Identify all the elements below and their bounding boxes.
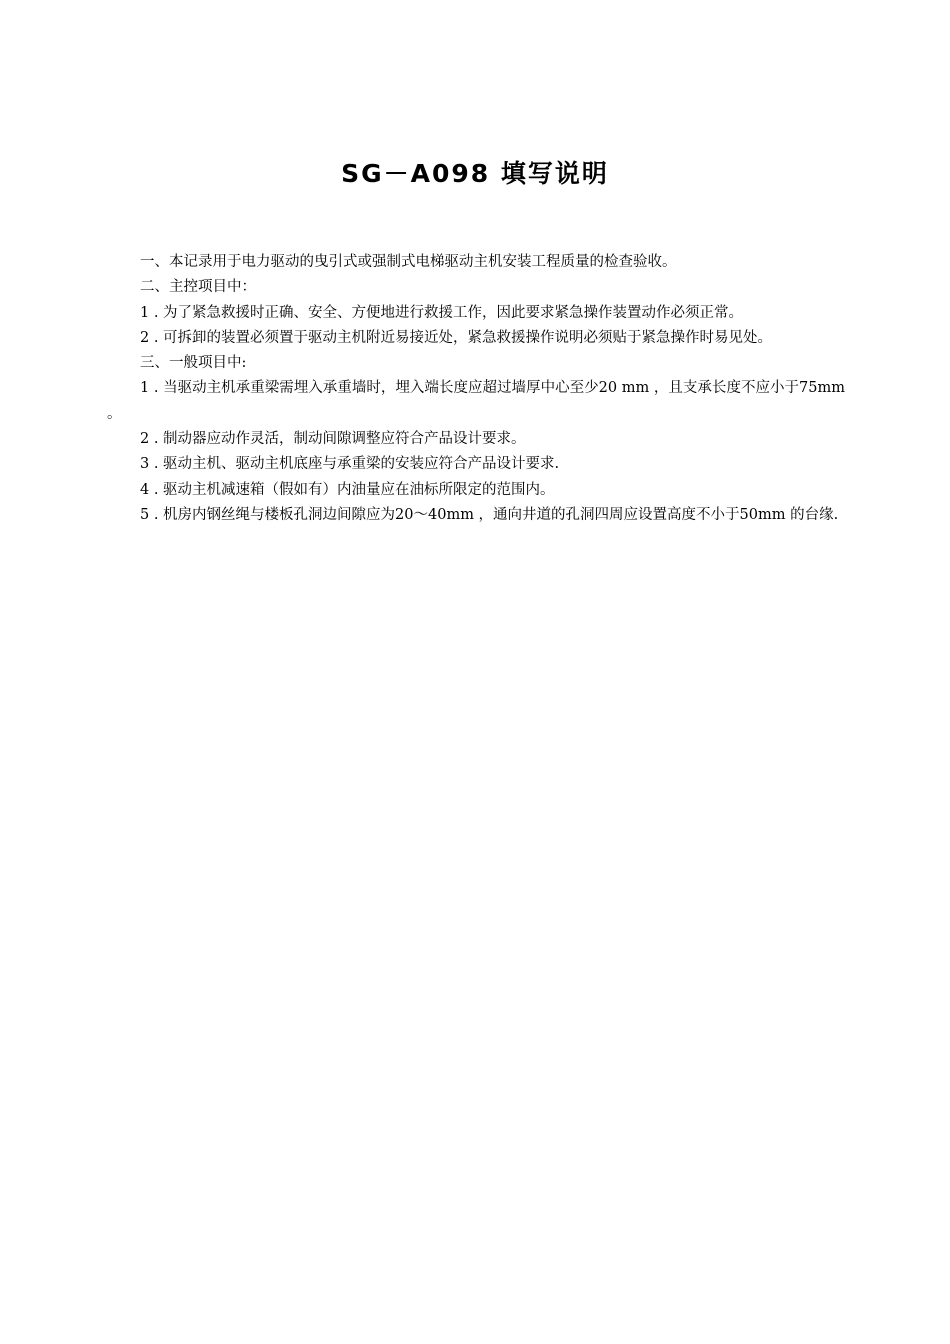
general-item-5: 5 . 机房内钢丝绳与楼板孔洞边间隙应为20～40mm ，通向井道的孔洞四周应设置高度不小于50mm 的台缘.: [140, 506, 839, 523]
general-item-4: 4 . 驱动主机减速箱（假如有）内油量应在油标所限定的范围内。: [140, 481, 555, 498]
general-item-1: 1 . 当驱动主机承重梁需埋入承重墙时，埋入端长度应超过墙厚中心至少20 mm ，且支承长度不应小于75mm 。: [107, 380, 845, 422]
instructions-body: [107, 250, 845, 528]
main-item-1: 1 . 为了紧急救援时正确、安全、方便地进行救援工作，因此要求紧急操作装置动作必须正常。: [140, 304, 744, 321]
main-item-2: 2 . 可拆卸的装置必须置于驱动主机附近易接近处，紧急救援操作说明必须贴于紧急操作时易见处。: [140, 329, 773, 346]
document-title: SG－A098 填写说明: [341, 159, 609, 188]
heading-main-items: 二、主控项目中：: [140, 279, 256, 296]
general-item-3: 3 . 驱动主机、驱动主机底座与承重梁的安装应符合产品设计要求.: [140, 456, 560, 473]
paragraph-scope: 一、本记录用于电力驱动的曳引式或强制式电梯驱动主机安装工程质量的检查验收。: [140, 254, 677, 270]
general-item-2: 2 . 制动器应动作灵活，制动间隙调整应符合产品设计要求。: [140, 431, 526, 448]
heading-general-items: 三、一般项目中:: [140, 355, 247, 372]
